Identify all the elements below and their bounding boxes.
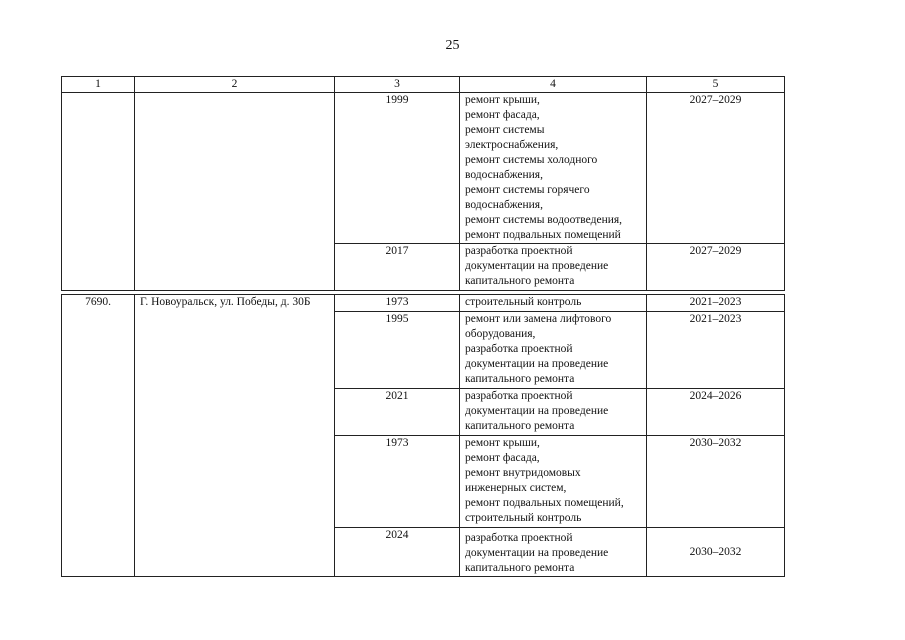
- works-cell: [460, 295, 647, 312]
- work-line: ремонт фасада,: [465, 109, 540, 121]
- period-cell: 2021–2023: [647, 295, 785, 312]
- period-cell: 2021–2023: [647, 312, 785, 389]
- year-cell: 1973: [335, 295, 460, 312]
- works-cell: [460, 436, 647, 528]
- address-cell: [135, 93, 335, 291]
- work-line: ремонт фасада,: [465, 452, 540, 464]
- work-line: водоснабжения,: [465, 199, 543, 211]
- works-cell: [460, 528, 647, 577]
- work-line: документации на проведение: [465, 405, 609, 417]
- works-cell: [460, 389, 647, 436]
- period-cell: 2030–2032: [647, 436, 785, 528]
- work-line: ремонт системы: [465, 124, 545, 136]
- work-line: ремонт крыши,: [465, 94, 540, 106]
- table-row: [62, 93, 785, 244]
- work-line: разработка проектной: [465, 343, 573, 355]
- year-cell: 2017: [335, 244, 460, 291]
- works-cell: [460, 312, 647, 389]
- work-line: капитального ремонта: [465, 275, 575, 287]
- year-cell: 1999: [335, 93, 460, 244]
- work-line: ремонт системы горячего: [465, 184, 590, 196]
- work-line: ремонт подвальных помещений: [465, 229, 621, 241]
- work-line: строительный контроль: [465, 512, 582, 524]
- year-cell: 2024: [335, 528, 460, 577]
- work-line: капитального ремонта: [465, 373, 575, 385]
- header-row: [62, 77, 785, 93]
- table-row: [62, 295, 785, 312]
- work-line: электроснабжения,: [465, 139, 559, 151]
- period-cell: 2027–2029: [647, 93, 785, 244]
- number-cell: [62, 93, 135, 291]
- work-line: инженерных систем,: [465, 482, 567, 494]
- work-line: ремонт или замена лифтового: [465, 313, 612, 325]
- work-line: разработка проектной: [465, 245, 573, 257]
- year-cell: 1973: [335, 436, 460, 528]
- work-line: ремонт системы холодного: [465, 154, 598, 166]
- page-number: 25: [445, 38, 460, 53]
- work-line: документации на проведение: [465, 260, 609, 272]
- work-line: ремонт внутридомовых: [465, 467, 581, 479]
- work-line: оборудования,: [465, 328, 536, 340]
- entry-address: Г. Новоуральск, ул. Победы, д. 30Б: [135, 295, 335, 577]
- work-line: водоснабжения,: [465, 169, 543, 181]
- works-cell: [460, 93, 647, 244]
- period-cell: 2024–2026: [647, 389, 785, 436]
- work-line: документации на проведение: [465, 547, 609, 559]
- work-line: ремонт крыши,: [465, 437, 540, 449]
- header-cell-5: 5: [647, 77, 785, 93]
- work-line: строительный контроль: [465, 296, 582, 308]
- entry-number: 7690.: [62, 295, 135, 577]
- continuation-table: [61, 76, 785, 291]
- year-cell: 1995: [335, 312, 460, 389]
- work-line: разработка проектной: [465, 532, 573, 544]
- period-cell: 2030–2032: [647, 528, 785, 577]
- work-line: ремонт системы водоотведения,: [465, 214, 623, 226]
- year-cell: 2021: [335, 389, 460, 436]
- period-cell: 2027–2029: [647, 244, 785, 291]
- header-cell-3: 3: [335, 77, 460, 93]
- work-line: разработка проектной: [465, 390, 573, 402]
- header-cell-1: 1: [62, 77, 135, 93]
- header-cell-4: 4: [460, 77, 647, 93]
- work-line: капитального ремонта: [465, 420, 575, 432]
- work-line: ремонт подвальных помещений,: [465, 497, 624, 509]
- entry-table: [61, 294, 785, 577]
- work-line: капитального ремонта: [465, 562, 575, 574]
- works-cell: [460, 244, 647, 291]
- work-line: документации на проведение: [465, 358, 609, 370]
- header-cell-2: 2: [135, 77, 335, 93]
